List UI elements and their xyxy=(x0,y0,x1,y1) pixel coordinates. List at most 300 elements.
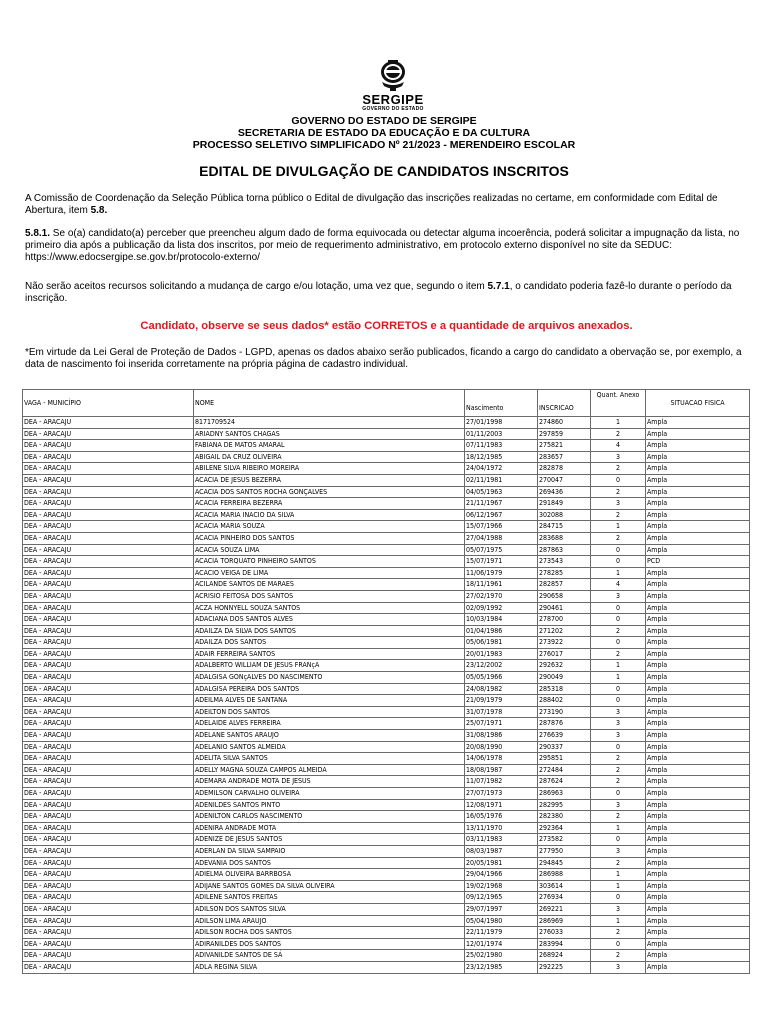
cell-vaga: DEA - ARACAJU xyxy=(23,440,194,452)
cell-inscricao: 282878 xyxy=(538,463,591,475)
cell-nome: FABIANA DE MATOS AMARAL xyxy=(194,440,465,452)
table-row xyxy=(23,521,750,533)
cell-quant-anexo: 0 xyxy=(591,788,646,800)
table-row xyxy=(23,892,750,904)
cell-situacao: Ampla xyxy=(646,660,750,672)
table-row xyxy=(23,660,750,672)
cell-inscricao: 278285 xyxy=(538,567,591,579)
table-row xyxy=(23,486,750,498)
table-row xyxy=(23,498,750,510)
table-row xyxy=(23,637,750,649)
cell-quant-anexo: 3 xyxy=(591,961,646,973)
cell-inscricao: 273582 xyxy=(538,834,591,846)
cell-quant-anexo: 0 xyxy=(591,544,646,556)
table-row xyxy=(23,602,750,614)
paragraph-appeals xyxy=(25,281,750,305)
cell-inscricao: 269436 xyxy=(538,486,591,498)
header-line-government: GOVERNO DO ESTADO DE SERGIPE xyxy=(291,115,477,127)
cell-vaga: DEA - ARACAJU xyxy=(23,637,194,649)
cell-inscricao: 271202 xyxy=(538,625,591,637)
cell-inscricao: 276033 xyxy=(538,927,591,939)
cell-nome: ACACIA DE JESUS BEZERRA xyxy=(194,474,465,486)
table-row xyxy=(23,822,750,834)
table-row xyxy=(23,417,750,429)
cell-situacao: Ampla xyxy=(646,463,750,475)
cell-nascimento: 23/12/2002 xyxy=(465,660,538,672)
paragraph-intro-item: 5.8. xyxy=(90,205,108,216)
cell-nome: ACACIA PINHEIRO DOS SANTOS xyxy=(194,532,465,544)
table-row xyxy=(23,903,750,915)
cell-nascimento: 01/04/1986 xyxy=(465,625,538,637)
cell-nome: ACRISIO FEITOSA DOS SANTOS xyxy=(194,590,465,602)
cell-inscricao: 270047 xyxy=(538,474,591,486)
cell-nome: ACILANDE SANTOS DE MARAES xyxy=(194,579,465,591)
cell-vaga: DEA - ARACAJU xyxy=(23,811,194,823)
table-row xyxy=(23,451,750,463)
cell-quant-anexo: 2 xyxy=(591,428,646,440)
cell-situacao: Ampla xyxy=(646,614,750,626)
cell-quant-anexo: 0 xyxy=(591,892,646,904)
cell-situacao: Ampla xyxy=(646,602,750,614)
cell-nascimento: 12/08/1971 xyxy=(465,799,538,811)
table-row xyxy=(23,672,750,684)
cell-nome: ADELLY MAGNA SOUZA CAMPOS ALMEIDA xyxy=(194,764,465,776)
cell-situacao: Ampla xyxy=(646,625,750,637)
cell-situacao: Ampla xyxy=(646,938,750,950)
cell-nascimento: 05/07/1975 xyxy=(465,544,538,556)
cell-quant-anexo: 1 xyxy=(591,672,646,684)
cell-inscricao: 274860 xyxy=(538,417,591,429)
cell-nome: ADLA REGINA SILVA xyxy=(194,961,465,973)
cell-nome: ADIJANE SANTOS GOMES DA SILVA OLIVEIRA xyxy=(194,880,465,892)
cell-inscricao: 290658 xyxy=(538,590,591,602)
cell-situacao: Ampla xyxy=(646,567,750,579)
cell-nascimento: 27/01/1998 xyxy=(465,417,538,429)
cell-situacao: Ampla xyxy=(646,753,750,765)
cell-nascimento: 25/02/1980 xyxy=(465,950,538,962)
cell-inscricao: 272484 xyxy=(538,764,591,776)
table-row xyxy=(23,950,750,962)
table-row xyxy=(23,764,750,776)
cell-vaga: DEA - ARACAJU xyxy=(23,463,194,475)
cell-situacao: Ampla xyxy=(646,799,750,811)
header-line-process: PROCESSO SELETIVO SIMPLIFICADO Nº 21/2023 - MERENDEIRO ESCOLAR xyxy=(192,139,576,151)
cell-nascimento: 31/08/1986 xyxy=(465,730,538,742)
cell-nascimento: 19/02/1968 xyxy=(465,880,538,892)
cell-vaga: DEA - ARACAJU xyxy=(23,915,194,927)
cell-inscricao: 292632 xyxy=(538,660,591,672)
cell-nome: ADACIANA DOS SANTOS ALVES xyxy=(194,614,465,626)
header-nome: NOME xyxy=(194,390,465,417)
cell-nascimento: 29/07/1997 xyxy=(465,903,538,915)
cell-vaga: DEA - ARACAJU xyxy=(23,532,194,544)
cell-nome: ADENIZE DE JESUS SANTOS xyxy=(194,834,465,846)
cell-inscricao: 282857 xyxy=(538,579,591,591)
cell-situacao: Ampla xyxy=(646,730,750,742)
cell-vaga: DEA - ARACAJU xyxy=(23,776,194,788)
cell-inscricao: 287876 xyxy=(538,718,591,730)
cell-situacao: Ampla xyxy=(646,880,750,892)
cell-inscricao: 287624 xyxy=(538,776,591,788)
cell-nascimento: 02/11/1981 xyxy=(465,474,538,486)
cell-quant-anexo: 3 xyxy=(591,845,646,857)
cell-nome: ADAIR FERREIRA SANTOS xyxy=(194,648,465,660)
cell-inscricao: 292225 xyxy=(538,961,591,973)
cell-inscricao: 285318 xyxy=(538,683,591,695)
table-row xyxy=(23,845,750,857)
cell-quant-anexo: 1 xyxy=(591,880,646,892)
cell-vaga: DEA - ARACAJU xyxy=(23,695,194,707)
paragraph-impugnation xyxy=(25,228,750,264)
cell-vaga: DEA - ARACAJU xyxy=(23,880,194,892)
table-row xyxy=(23,706,750,718)
cell-inscricao: 295851 xyxy=(538,753,591,765)
cell-nome: ADELITA SILVA SANTOS xyxy=(194,753,465,765)
table-row xyxy=(23,440,750,452)
table-row xyxy=(23,683,750,695)
cell-inscricao: 284715 xyxy=(538,521,591,533)
cell-nascimento: 14/06/1978 xyxy=(465,753,538,765)
cell-nome: ADAILZA DA SILVA DOS SANTOS xyxy=(194,625,465,637)
cell-nome: ADILSON LIMA ARAUJO xyxy=(194,915,465,927)
cell-vaga: DEA - ARACAJU xyxy=(23,660,194,672)
cell-nascimento: 24/04/1972 xyxy=(465,463,538,475)
cell-quant-anexo: 0 xyxy=(591,474,646,486)
table-row xyxy=(23,730,750,742)
cell-inscricao: 292364 xyxy=(538,822,591,834)
cell-nascimento: 01/11/2003 xyxy=(465,428,538,440)
cell-vaga: DEA - ARACAJU xyxy=(23,822,194,834)
cell-vaga: DEA - ARACAJU xyxy=(23,706,194,718)
cell-nascimento: 05/06/1981 xyxy=(465,637,538,649)
paragraph-intro-text: A Comissão de Coordenação da Seleção Pública torna público o Edital de divulgação das inscrições realizadas no certame, em conformidade com Edital de Abertura, item xyxy=(25,193,718,216)
cell-quant-anexo: 1 xyxy=(591,915,646,927)
cell-inscricao: 278700 xyxy=(538,614,591,626)
cell-vaga: DEA - ARACAJU xyxy=(23,927,194,939)
cell-inscricao: 290337 xyxy=(538,741,591,753)
cell-situacao: Ampla xyxy=(646,834,750,846)
cell-quant-anexo: 2 xyxy=(591,486,646,498)
cell-situacao: Ampla xyxy=(646,869,750,881)
cell-nome: ADALBERTO WILLIAM DE JESUS FRANçA xyxy=(194,660,465,672)
cell-situacao: Ampla xyxy=(646,857,750,869)
cell-nome: ACACIA FERREIRA BEZERRA xyxy=(194,498,465,510)
cell-quant-anexo: 0 xyxy=(591,834,646,846)
cell-situacao: Ampla xyxy=(646,428,750,440)
cell-nome: ACZA HONNYELL SOUZA SANTOS xyxy=(194,602,465,614)
cell-vaga: DEA - ARACAJU xyxy=(23,544,194,556)
cell-quant-anexo: 0 xyxy=(591,683,646,695)
candidates-table xyxy=(22,389,750,974)
table-row xyxy=(23,579,750,591)
table-row xyxy=(23,776,750,788)
cell-nome: ARIADNY SANTOS CHAGAS xyxy=(194,428,465,440)
cell-vaga: DEA - ARACAJU xyxy=(23,788,194,800)
cell-vaga: DEA - ARACAJU xyxy=(23,486,194,498)
cell-inscricao: 276017 xyxy=(538,648,591,660)
cell-nascimento: 05/04/1980 xyxy=(465,915,538,927)
cell-nome: ADIRANILDES DOS SANTOS xyxy=(194,938,465,950)
cell-nome: ADAILZA DOS SANTOS xyxy=(194,637,465,649)
cell-situacao: Ampla xyxy=(646,961,750,973)
cell-nascimento: 15/07/1971 xyxy=(465,556,538,568)
cell-vaga: DEA - ARACAJU xyxy=(23,683,194,695)
cell-situacao: Ampla xyxy=(646,915,750,927)
cell-quant-anexo: 3 xyxy=(591,718,646,730)
cell-quant-anexo: 2 xyxy=(591,776,646,788)
cell-nascimento: 02/09/1992 xyxy=(465,602,538,614)
cell-situacao: Ampla xyxy=(646,590,750,602)
cell-nascimento: 13/11/1970 xyxy=(465,822,538,834)
cell-situacao: Ampla xyxy=(646,927,750,939)
cell-nascimento: 03/11/1983 xyxy=(465,834,538,846)
cell-inscricao: 302088 xyxy=(538,509,591,521)
header-vaga-municipio: VAGA - MUNICÍPIO xyxy=(23,390,194,417)
table-row xyxy=(23,544,750,556)
cell-situacao: Ampla xyxy=(646,509,750,521)
table-row xyxy=(23,474,750,486)
cell-quant-anexo: 3 xyxy=(591,903,646,915)
paragraph-impugnation-text: Se o(a) candidato(a) perceber que preencheu algum dado de forma equivocada ou detectar alguma incoerência, poderá solicitar a impugnação da lista, no primeiro dia após a publicação da lista dos inscritos, por meio de requerimento administrativo, em protocolo externo disponível no site da SEDUC: https://www.edocsergipe.se.gov.br/protocolo-externo/ xyxy=(25,228,740,263)
cell-nascimento: 06/12/1967 xyxy=(465,509,538,521)
table-row xyxy=(23,695,750,707)
cell-vaga: DEA - ARACAJU xyxy=(23,509,194,521)
cell-quant-anexo: 2 xyxy=(591,811,646,823)
cell-vaga: DEA - ARACAJU xyxy=(23,590,194,602)
table-row xyxy=(23,614,750,626)
table-row xyxy=(23,788,750,800)
header-quant-anexo: Quant. Anexo xyxy=(591,390,646,417)
cell-quant-anexo: 1 xyxy=(591,822,646,834)
cell-quant-anexo: 2 xyxy=(591,857,646,869)
cell-nascimento: 11/07/1982 xyxy=(465,776,538,788)
cell-nascimento: 04/05/1963 xyxy=(465,486,538,498)
cell-vaga: DEA - ARACAJU xyxy=(23,602,194,614)
cell-situacao: Ampla xyxy=(646,776,750,788)
cell-nome: ADEVANIA DOS SANTOS xyxy=(194,857,465,869)
cell-nascimento: 22/11/1979 xyxy=(465,927,538,939)
cell-inscricao: 303614 xyxy=(538,880,591,892)
cell-inscricao: 290049 xyxy=(538,672,591,684)
cell-situacao: PCD xyxy=(646,556,750,568)
cell-situacao: Ampla xyxy=(646,486,750,498)
cell-nascimento: 23/12/1985 xyxy=(465,961,538,973)
brand-wordmark: SERGIPE xyxy=(362,92,424,107)
table-row xyxy=(23,718,750,730)
cell-nascimento: 18/12/1985 xyxy=(465,451,538,463)
cell-inscricao: 282995 xyxy=(538,799,591,811)
cell-situacao: Ampla xyxy=(646,451,750,463)
cell-quant-anexo: 0 xyxy=(591,602,646,614)
header-situacao-fisica: SITUACAO FISICA xyxy=(646,390,750,417)
cell-nome: ADENILTON CARLOS NASCIMENTO xyxy=(194,811,465,823)
cell-vaga: DEA - ARACAJU xyxy=(23,498,194,510)
cell-nascimento: 25/07/1971 xyxy=(465,718,538,730)
table-row xyxy=(23,915,750,927)
cell-vaga: DEA - ARACAJU xyxy=(23,834,194,846)
cell-vaga: DEA - ARACAJU xyxy=(23,799,194,811)
table-row xyxy=(23,961,750,973)
cell-situacao: Ampla xyxy=(646,474,750,486)
cell-nascimento: 12/01/1974 xyxy=(465,938,538,950)
cell-inscricao: 291849 xyxy=(538,498,591,510)
cell-nome: ADEILMA ALVES DE SANTANA xyxy=(194,695,465,707)
cell-nascimento: 15/07/1966 xyxy=(465,521,538,533)
cell-nome: ACACIA TORQUATO PINHEIRO SANTOS xyxy=(194,556,465,568)
table-row xyxy=(23,648,750,660)
cell-nome: ADEMILSON CARVALHO OLIVEIRA xyxy=(194,788,465,800)
cell-nascimento: 21/11/1967 xyxy=(465,498,538,510)
cell-situacao: Ampla xyxy=(646,672,750,684)
paragraph-intro xyxy=(25,193,750,217)
cell-nascimento: 05/05/1966 xyxy=(465,672,538,684)
cell-quant-anexo: 1 xyxy=(591,417,646,429)
paragraph-lgpd: *Em virtude da Lei Geral de Proteção de Dados - LGPD, apenas os dados abaixo serão publicados, ficando a cargo do candidato a obervação se, por exemplo, a data de nascimento foi inserida corretamente na própria página de cadastro individual. xyxy=(25,347,742,370)
table-row xyxy=(23,567,750,579)
table-row xyxy=(23,799,750,811)
cell-inscricao: 276934 xyxy=(538,892,591,904)
cell-situacao: Ampla xyxy=(646,811,750,823)
cell-inscricao: 287863 xyxy=(538,544,591,556)
cell-quant-anexo: 2 xyxy=(591,463,646,475)
cell-vaga: DEA - ARACAJU xyxy=(23,892,194,904)
cell-nome: ADILSON ROCHA DOS SANTOS xyxy=(194,927,465,939)
cell-quant-anexo: 0 xyxy=(591,637,646,649)
cell-nascimento: 20/08/1990 xyxy=(465,741,538,753)
cell-vaga: DEA - ARACAJU xyxy=(23,567,194,579)
paragraph-appeals-text-end: , o candidato poderia fazê-lo durante o período da inscrição. xyxy=(25,281,732,304)
cell-quant-anexo: 2 xyxy=(591,625,646,637)
cell-quant-anexo: 1 xyxy=(591,869,646,881)
table-row xyxy=(23,509,750,521)
table-row xyxy=(23,811,750,823)
cell-situacao: Ampla xyxy=(646,706,750,718)
cell-nascimento: 18/11/1961 xyxy=(465,579,538,591)
cell-nome: ADELANIO SANTOS ALMEIDA xyxy=(194,741,465,753)
cell-quant-anexo: 2 xyxy=(591,532,646,544)
cell-situacao: Ampla xyxy=(646,683,750,695)
brand-subtitle: GOVERNO DO ESTADO xyxy=(362,106,424,112)
cell-nascimento: 16/05/1976 xyxy=(465,811,538,823)
table-row xyxy=(23,869,750,881)
cell-situacao: Ampla xyxy=(646,498,750,510)
cell-nome: ADELAIDE ALVES FERREIRA xyxy=(194,718,465,730)
cell-nascimento: 18/08/1987 xyxy=(465,764,538,776)
cell-quant-anexo: 0 xyxy=(591,556,646,568)
cell-inscricao: 286988 xyxy=(538,869,591,881)
cell-situacao: Ampla xyxy=(646,695,750,707)
cell-quant-anexo: 3 xyxy=(591,730,646,742)
cell-quant-anexo: 2 xyxy=(591,753,646,765)
cell-nascimento: 07/11/1983 xyxy=(465,440,538,452)
cell-nome: ADEILTON DOS SANTOS xyxy=(194,706,465,718)
cell-vaga: DEA - ARACAJU xyxy=(23,903,194,915)
cell-quant-anexo: 2 xyxy=(591,764,646,776)
cell-vaga: DEA - ARACAJU xyxy=(23,950,194,962)
cell-nome: ADERLAN DA SILVA SAMPAIO xyxy=(194,845,465,857)
table-row xyxy=(23,741,750,753)
cell-nome: ADELANE SANTOS ARAUJO xyxy=(194,730,465,742)
header-inscricao: INSCRICAO xyxy=(538,390,591,417)
cell-inscricao: 294845 xyxy=(538,857,591,869)
cell-vaga: DEA - ARACAJU xyxy=(23,556,194,568)
table-header-row xyxy=(23,390,750,417)
cell-vaga: DEA - ARACAJU xyxy=(23,961,194,973)
cell-situacao: Ampla xyxy=(646,417,750,429)
table-row xyxy=(23,625,750,637)
cell-inscricao: 283657 xyxy=(538,451,591,463)
header-nascimento: Nascimento xyxy=(465,390,538,417)
cell-situacao: Ampla xyxy=(646,741,750,753)
cell-nome: ADALGISA PEREIRA DOS SANTOS xyxy=(194,683,465,695)
cell-vaga: DEA - ARACAJU xyxy=(23,764,194,776)
cell-quant-anexo: 4 xyxy=(591,440,646,452)
cell-nome: ADALGISA GONçALVES DO NASCIMENTO xyxy=(194,672,465,684)
table-row xyxy=(23,927,750,939)
cell-quant-anexo: 1 xyxy=(591,521,646,533)
cell-vaga: DEA - ARACAJU xyxy=(23,730,194,742)
cell-quant-anexo: 0 xyxy=(591,938,646,950)
paragraph-appeals-item: 5.7.1 xyxy=(487,281,510,292)
cell-nome: ACACIA MARIA INACIO DA SILVA xyxy=(194,509,465,521)
cell-nascimento: 09/12/1965 xyxy=(465,892,538,904)
cell-vaga: DEA - ARACAJU xyxy=(23,417,194,429)
cell-situacao: Ampla xyxy=(646,892,750,904)
cell-nome: ACACIO VEIGA DE LIMA xyxy=(194,567,465,579)
cell-situacao: Ampla xyxy=(646,764,750,776)
cell-inscricao: 273543 xyxy=(538,556,591,568)
cell-situacao: Ampla xyxy=(646,822,750,834)
paragraph-impugnation-item: 5.8.1. xyxy=(25,228,51,239)
cell-situacao: Ampla xyxy=(646,532,750,544)
cell-nascimento: 10/03/1984 xyxy=(465,614,538,626)
cell-nascimento: 31/07/1978 xyxy=(465,706,538,718)
cell-nome: 8171709524 xyxy=(194,417,465,429)
cell-quant-anexo: 3 xyxy=(591,799,646,811)
cell-vaga: DEA - ARACAJU xyxy=(23,845,194,857)
cell-vaga: DEA - ARACAJU xyxy=(23,857,194,869)
cell-inscricao: 268924 xyxy=(538,950,591,962)
cell-nascimento: 20/01/1983 xyxy=(465,648,538,660)
cell-vaga: DEA - ARACAJU xyxy=(23,474,194,486)
cell-situacao: Ampla xyxy=(646,440,750,452)
paragraph-appeals-text: Não serão aceitos recursos solicitando a mudança de cargo e/ou lotação, uma vez que, segundo o item xyxy=(25,281,488,292)
cell-inscricao: 290461 xyxy=(538,602,591,614)
cell-nascimento: 11/06/1979 xyxy=(465,567,538,579)
cell-quant-anexo: 2 xyxy=(591,509,646,521)
cell-nome: ADIVANILDE SANTOS DE SÁ xyxy=(194,950,465,962)
cell-situacao: Ampla xyxy=(646,950,750,962)
cell-nascimento: 29/04/1966 xyxy=(465,869,538,881)
cell-inscricao: 283994 xyxy=(538,938,591,950)
cell-nome: ADENIRA ANDRADE MOTA xyxy=(194,822,465,834)
cell-nascimento: 27/07/1973 xyxy=(465,788,538,800)
cell-nascimento: 20/05/1981 xyxy=(465,857,538,869)
cell-nome: ADIELMA OLIVEIRA BARRBOSA xyxy=(194,869,465,881)
cell-situacao: Ampla xyxy=(646,788,750,800)
cell-situacao: Ampla xyxy=(646,544,750,556)
cell-vaga: DEA - ARACAJU xyxy=(23,938,194,950)
cell-situacao: Ampla xyxy=(646,845,750,857)
cell-vaga: DEA - ARACAJU xyxy=(23,428,194,440)
cell-inscricao: 297859 xyxy=(538,428,591,440)
cell-quant-anexo: 3 xyxy=(591,451,646,463)
cell-vaga: DEA - ARACAJU xyxy=(23,741,194,753)
cell-inscricao: 275821 xyxy=(538,440,591,452)
header-line-secretariat: SECRETARIA DE ESTADO DA EDUCAÇÃO E DA CULTURA xyxy=(237,127,531,139)
cell-quant-anexo: 4 xyxy=(591,579,646,591)
cell-vaga: DEA - ARACAJU xyxy=(23,648,194,660)
